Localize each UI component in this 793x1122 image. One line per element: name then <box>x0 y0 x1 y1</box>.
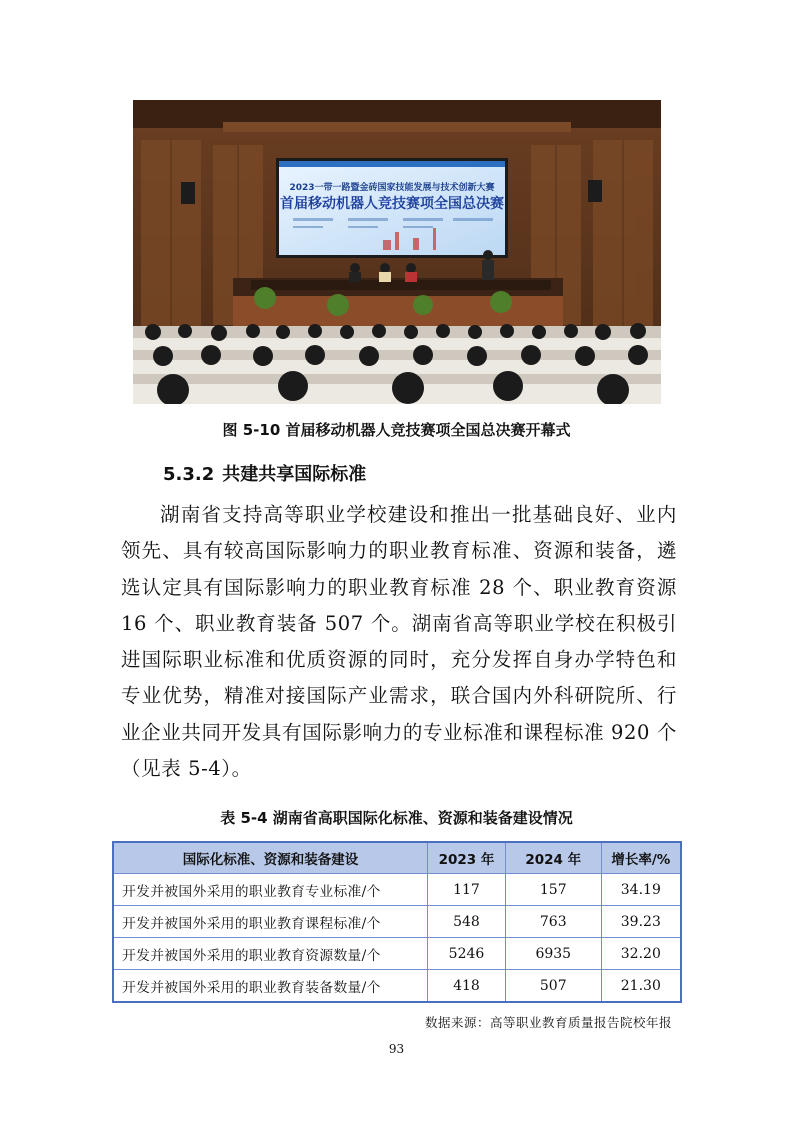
screen-title-line1: 2023一带一路暨金砖国家技能发展与技术创新大赛 <box>289 183 495 193</box>
body-paragraph: 湖南省支持高等职业学校建设和推出一批基础良好、业内领先、具有较高国际影响力的职业教育标准、资源和装备，遴选认定具有国际影响力的职业教育标准 28 个、职业教育资源 16 个、职业教育装备 507 个。湖南省高等职业学校在积极引进国际职业标准和优质资源的同时，充分发挥自身办学特色和专业优势，精准对接国际产业需求，联合国内外科研院所、行业企业共同开发具有国际影响力的专业标准和课程标准 920 个（见表 5-4）。 <box>121 503 677 781</box>
figure-caption: 图 5-10 首届移动机器人竞技赛项全国总决赛开幕式 <box>222 421 571 439</box>
table-cell: 开发并被国外采用的职业教育课程标准/个 <box>113 906 428 938</box>
table-row <box>113 874 681 906</box>
table-cell: 开发并被国外采用的职业教育装备数量/个 <box>113 970 428 1003</box>
table-caption: 表 5-4 湖南省高职国际化标准、资源和装备建设情况 <box>220 809 573 827</box>
ceremony-photo <box>133 100 661 404</box>
table-cell: 418 <box>428 970 506 1003</box>
table-row <box>113 906 681 938</box>
table-cell: 开发并被国外采用的职业教育专业标准/个 <box>113 874 428 906</box>
table-row <box>113 938 681 970</box>
table-cell: 117 <box>428 874 506 906</box>
table-cell: 5246 <box>428 938 506 970</box>
table-cell: 157 <box>505 874 601 906</box>
table-cell: 开发并被国外采用的职业教育资源数量/个 <box>113 938 428 970</box>
section-heading <box>163 460 366 486</box>
page-number: 93 <box>388 1042 405 1056</box>
table-row <box>113 970 681 1003</box>
table-header-row <box>113 842 681 874</box>
table-cell: 39.23 <box>601 906 681 938</box>
table-header: 2023 年 <box>428 842 506 874</box>
table-cell: 507 <box>505 970 601 1003</box>
data-table <box>112 841 682 1003</box>
table-cell: 21.30 <box>601 970 681 1003</box>
table-header: 国际化标准、资源和装备建设 <box>113 842 428 874</box>
screen-title-line2: 首届移动机器人竞技赛项全国总决赛 <box>280 196 504 212</box>
table-cell: 6935 <box>505 938 601 970</box>
table-cell: 548 <box>428 906 506 938</box>
table-cell: 763 <box>505 906 601 938</box>
table-header: 2024 年 <box>505 842 601 874</box>
section-number: 5.3.2 <box>163 464 215 485</box>
table-cell: 34.19 <box>601 874 681 906</box>
table-header: 增长率/% <box>601 842 681 874</box>
table-cell: 32.20 <box>601 938 681 970</box>
section-title: 共建共享国际标准 <box>222 464 367 485</box>
source-note: 数据来源：高等职业教育质量报告院校年报 <box>424 1015 672 1030</box>
